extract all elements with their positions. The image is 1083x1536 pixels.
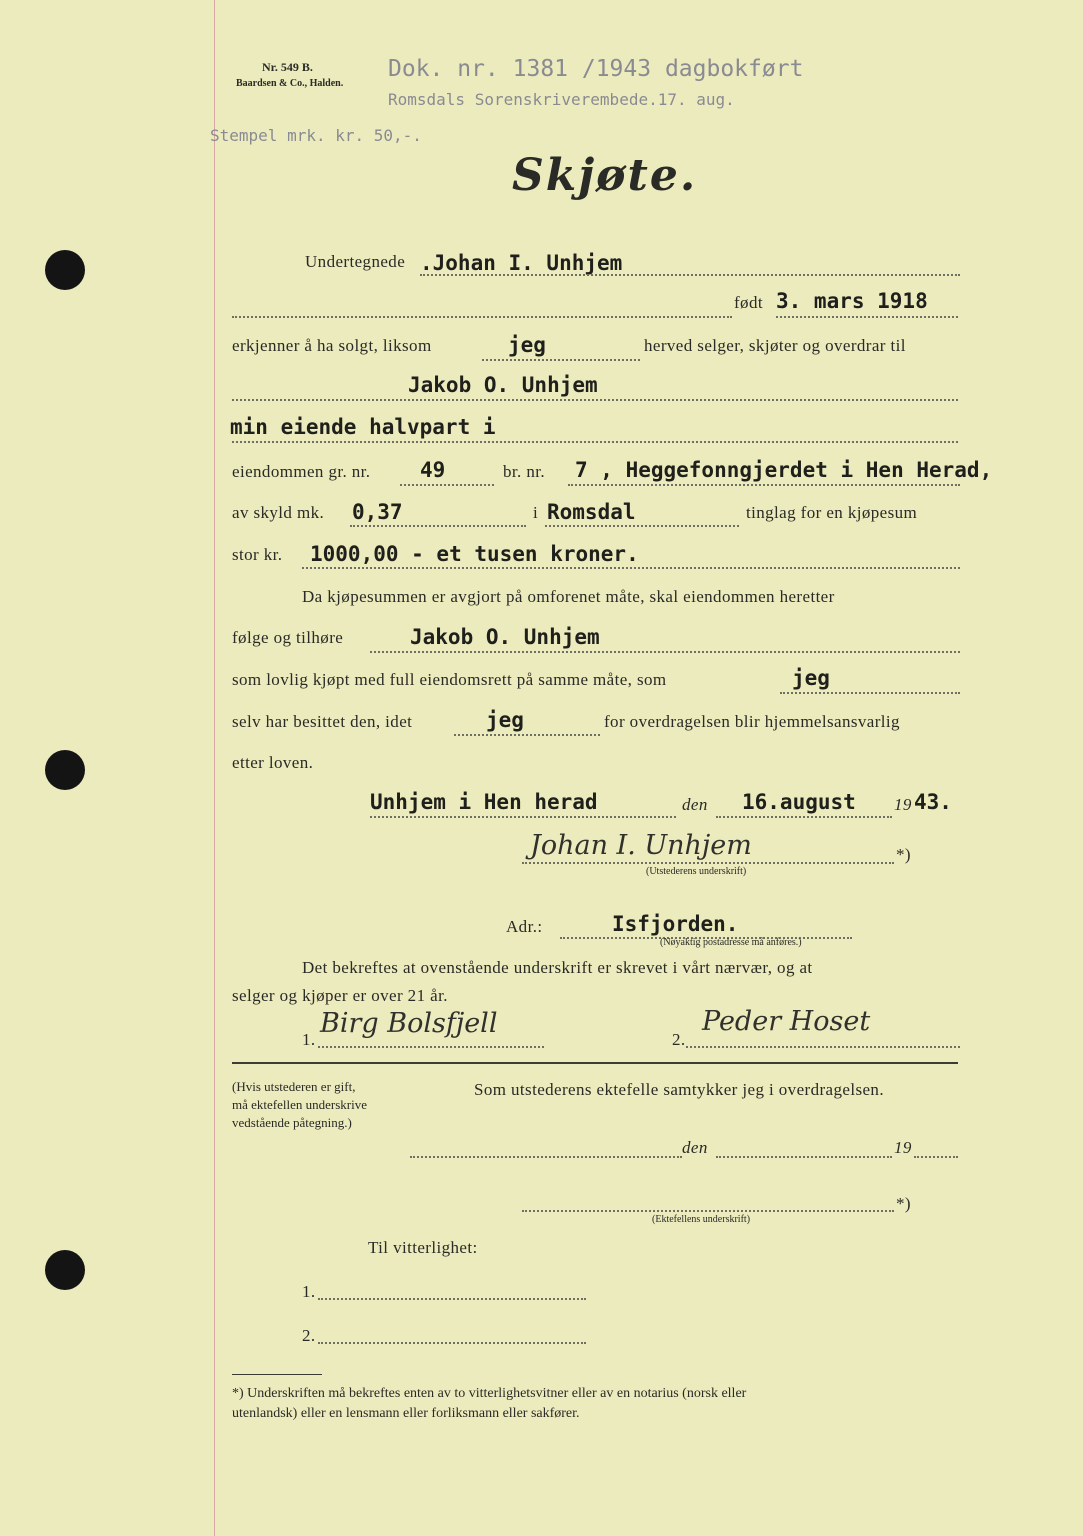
tinglag-label: tinglag for en kjøpesum: [746, 503, 918, 522]
fill-line: [232, 441, 958, 443]
gr-nr: 49: [420, 458, 446, 482]
fill-line: [370, 816, 676, 818]
skyld-value: 0,37: [352, 500, 403, 524]
date: 16.august: [742, 790, 856, 814]
selv-label: selv har besittet den, idet: [232, 712, 413, 731]
spouse-note-line: må ektefellen underskrive: [232, 1097, 367, 1112]
birth-date: 3. mars 1918: [776, 289, 928, 313]
footnote-rule: [232, 1374, 322, 1375]
fill-line: [568, 484, 960, 486]
fill-line: [318, 1046, 544, 1048]
spouse-note-line: vedstående påtegning.): [232, 1115, 352, 1130]
den-label: den: [682, 795, 708, 814]
fill-line: [370, 651, 960, 653]
fill-line: [318, 1342, 586, 1344]
registration-stamp-line2: Romsdals Sorenskriverembede.17. aug.: [388, 90, 735, 109]
address-caption: (Nøyaktig postadresse må anføres.): [660, 937, 802, 948]
publisher: Baardsen & Co., Halden.: [236, 78, 344, 89]
fill-line: [776, 316, 958, 318]
price: 1000,00 - et tusen kroner.: [310, 542, 639, 566]
fill-line: [780, 692, 960, 694]
place: Unhjem i Hen herad: [370, 790, 598, 814]
spouse-note-line: (Hvis utstederen er gift,: [232, 1079, 356, 1094]
tinglag: Romsdal: [547, 500, 636, 524]
erkjenner-label: erkjenner å ha solgt, liksom: [232, 336, 432, 355]
spouse-consent: Som utstederens ektefelle samtykker jeg i overdragelsen.: [474, 1080, 884, 1099]
year-prefix: 19: [894, 795, 912, 814]
spouse-year-prefix: 19: [894, 1138, 912, 1157]
fill-line: [914, 1156, 958, 1158]
margin-line: [214, 0, 215, 1536]
witness-1-signature: Birg Bolsfjell: [320, 1008, 498, 1039]
vitterlighet-label: Til vitterlighet:: [368, 1238, 478, 1257]
fill-line: [716, 816, 892, 818]
folge-label: følge og tilhøre: [232, 628, 344, 647]
address-value: Isfjorden.: [612, 912, 739, 936]
spouse-asterisk: *): [896, 1194, 911, 1213]
document-title: Skjøte.: [512, 150, 698, 201]
signature-caption: (Utstederens underskrift): [646, 866, 747, 877]
year-suffix: 43.: [914, 790, 952, 814]
address-label: Adr.:: [506, 917, 543, 936]
section-divider: [232, 1062, 958, 1064]
footnote-line2: utenlandsk) eller en lensmann eller forliksmann eller sakfører.: [232, 1406, 580, 1421]
form-number: Nr. 549 B.: [262, 60, 313, 74]
fill-line: [302, 567, 960, 569]
fodt-label: født: [734, 293, 763, 312]
witness-num-2: 2.: [672, 1030, 686, 1049]
punch-hole: [45, 750, 85, 790]
fill-line: [686, 1046, 960, 1048]
witness-line2: selger og kjøper er over 21 år.: [232, 986, 448, 1005]
signature-asterisk: *): [896, 845, 911, 864]
overdragelsen-label: for overdragelsen blir hjemmelsansvarlig: [604, 712, 900, 731]
skyld-label: av skyld mk.: [232, 503, 325, 522]
fill-line: [410, 1156, 682, 1158]
witness-2-signature: Peder Hoset: [702, 1006, 871, 1037]
registration-stamp-line1: Dok. nr. 1381 /1943 dagbokført: [388, 56, 804, 82]
fill-line: [522, 862, 894, 864]
fill-line: [318, 1298, 586, 1300]
fill-line: [420, 274, 960, 276]
fill-line: [454, 734, 600, 736]
fill-line: [522, 1210, 894, 1212]
pronoun-2: jeg: [792, 666, 830, 690]
seller-name: .Johan I. Unhjem: [420, 251, 623, 275]
eiendommen-label: eiendommen gr. nr.: [232, 462, 371, 481]
spouse-den-label: den: [682, 1138, 708, 1157]
pronoun-1: jeg: [508, 333, 546, 357]
fill-line: [545, 525, 739, 527]
fill-line: [716, 1156, 892, 1158]
footnote-line1: *) Underskriften må bekreftes enten av to vitterlighetsvitner eller av en notarius (norsk eller: [232, 1386, 747, 1401]
spouse-caption: (Ektefellens underskrift): [652, 1214, 751, 1225]
witness-num-1: 1.: [302, 1030, 316, 1049]
witness-line1: Det bekreftes at ovenstående underskrift er skrevet i vårt nærvær, og at: [302, 958, 813, 977]
fill-line: [232, 399, 958, 401]
buyer-name: Jakob O. Unhjem: [408, 373, 598, 397]
spouse-note: [232, 1078, 367, 1132]
seller-signature: Johan I. Unhjem: [530, 830, 752, 861]
fill-line: [400, 484, 494, 486]
vitterlighet-num-1: 1.: [302, 1282, 316, 1301]
i-label: i: [533, 503, 539, 522]
paragraph-2: Da kjøpesummen er avgjort på omforenet måte, skal eiendommen heretter: [302, 587, 835, 606]
br-nr-label: br. nr.: [503, 462, 545, 481]
herved-label: herved selger, skjøter og overdrar til: [644, 336, 906, 355]
pronoun-3: jeg: [486, 708, 524, 732]
fill-line: [482, 359, 640, 361]
punch-hole: [45, 250, 85, 290]
buyer-name-2: Jakob O. Unhjem: [410, 625, 600, 649]
fill-line: [350, 525, 526, 527]
share-text: min eiende halvpart i: [230, 415, 496, 439]
br-nr: 7 , Heggefonngjerdet i Hen Herad,: [575, 458, 993, 482]
lovlig-label: som lovlig kjøpt med full eiendomsrett på samme måte, som: [232, 670, 667, 689]
stamp-fee: Stempel mrk. kr. 50,-.: [210, 126, 422, 145]
punch-hole: [45, 1250, 85, 1290]
etter-loven: etter loven.: [232, 753, 314, 772]
fill-line: [232, 316, 732, 318]
stor-kr-label: stor kr.: [232, 545, 283, 564]
vitterlighet-num-2: 2.: [302, 1326, 316, 1345]
undertegnede-label: Undertegnede: [305, 252, 406, 271]
